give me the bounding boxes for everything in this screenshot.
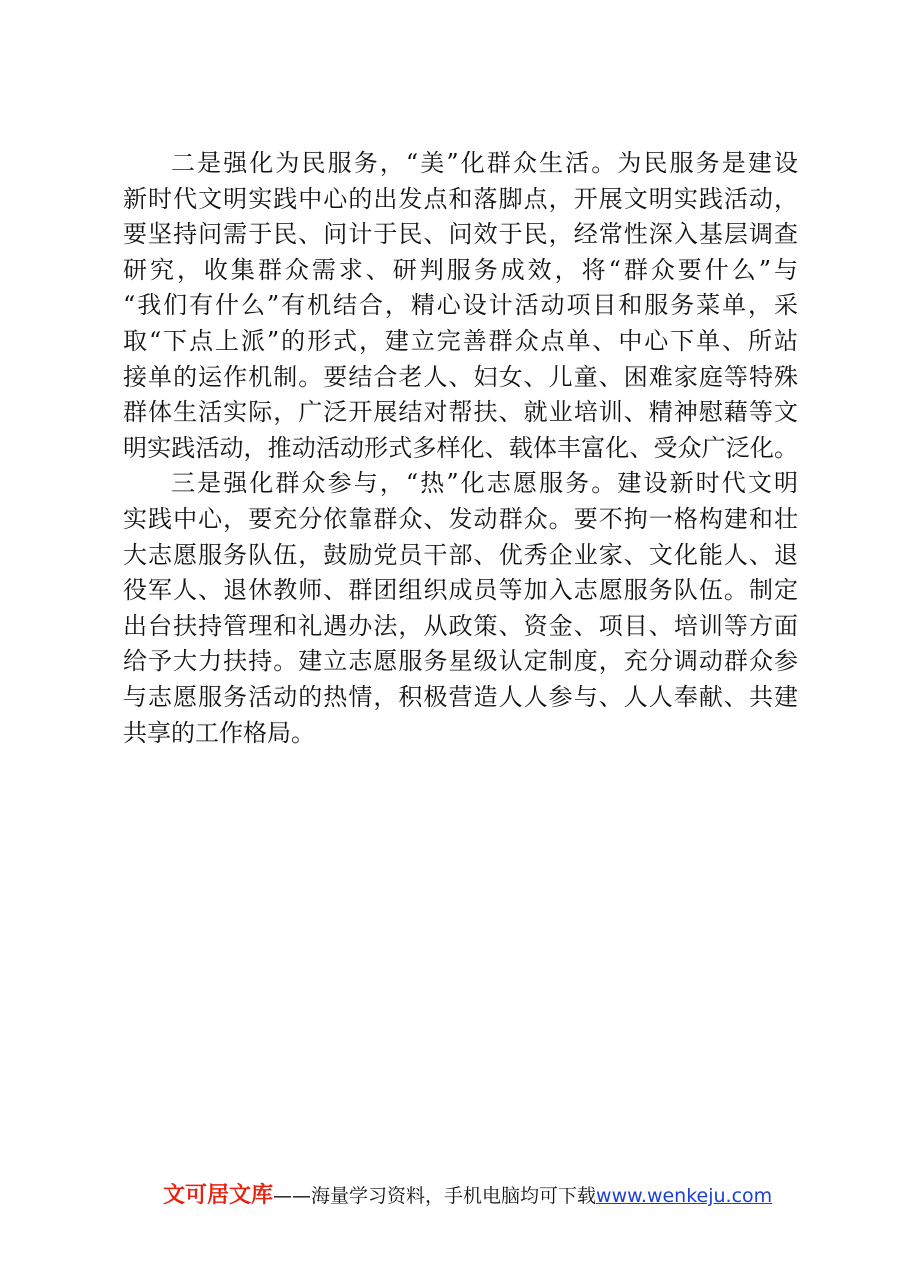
paragraph-line: “我们有什么”有机结合，精心设计活动项目和服务菜单，采 [123,291,798,320]
paragraph-line: 要坚持问需于民、问计于民、问效于民，经常性深入基层调查 [123,220,798,249]
paragraph-line: 二是强化为民服务，“美”化群众生活。为民服务是建设 [171,149,798,177]
paragraph-line: 三是强化群众参与，“热”化志愿服务。建设新时代文明 [171,469,798,498]
footer-banner [163,1181,772,1211]
paragraph-line: 新时代文明实践中心的出发点和落脚点，开展文明实践活动， [123,184,798,213]
paragraph-line: 与志愿服务活动的热情，积极营造人人参与、人人奉献、共建 [123,682,798,711]
paragraph-line: 共享的工作格局。 [123,718,315,747]
paragraph-line: 给予大力扶持。建立志愿服务星级认定制度，充分调动群众参 [123,647,798,676]
paragraph-line: 群体生活实际，广泛开展结对帮扶、就业培训、精神慰藉等文 [123,398,798,427]
footer-slogan: ——海量学习资料，手机电脑均可下载 [273,1185,597,1207]
paragraph-line: 研究，收集群众需求、研判服务成效，将“群众要什么”与 [123,255,798,284]
document-body [123,146,798,751]
footer-brand: 文可居文库 [163,1183,274,1208]
footer-url-link[interactable]: www.wenkeju.com [596,1185,773,1207]
paragraph-line: 取“下点上派”的形式，建立完善群众点单、中心下单、所站 [123,326,798,355]
paragraph-line: 实践中心，要充分依靠群众、发动群众。要不拘一格构建和壮 [123,504,798,533]
paragraph-2 [123,466,798,751]
paragraph-1 [123,146,798,466]
paragraph-line: 出台扶持管理和礼遇办法，从政策、资金、项目、培训等方面 [123,611,798,640]
paragraph-line: 明实践活动，推动活动形式多样化、载体丰富化、受众广泛化。 [123,433,798,462]
paragraph-line: 役军人、退休教师、群团组织成员等加入志愿服务队伍。制定 [123,576,798,605]
paragraph-line: 接单的运作机制。要结合老人、妇女、儿童、困难家庭等特殊 [123,362,798,391]
paragraph-line: 大志愿服务队伍，鼓励党员干部、优秀企业家、文化能人、退 [123,540,798,569]
